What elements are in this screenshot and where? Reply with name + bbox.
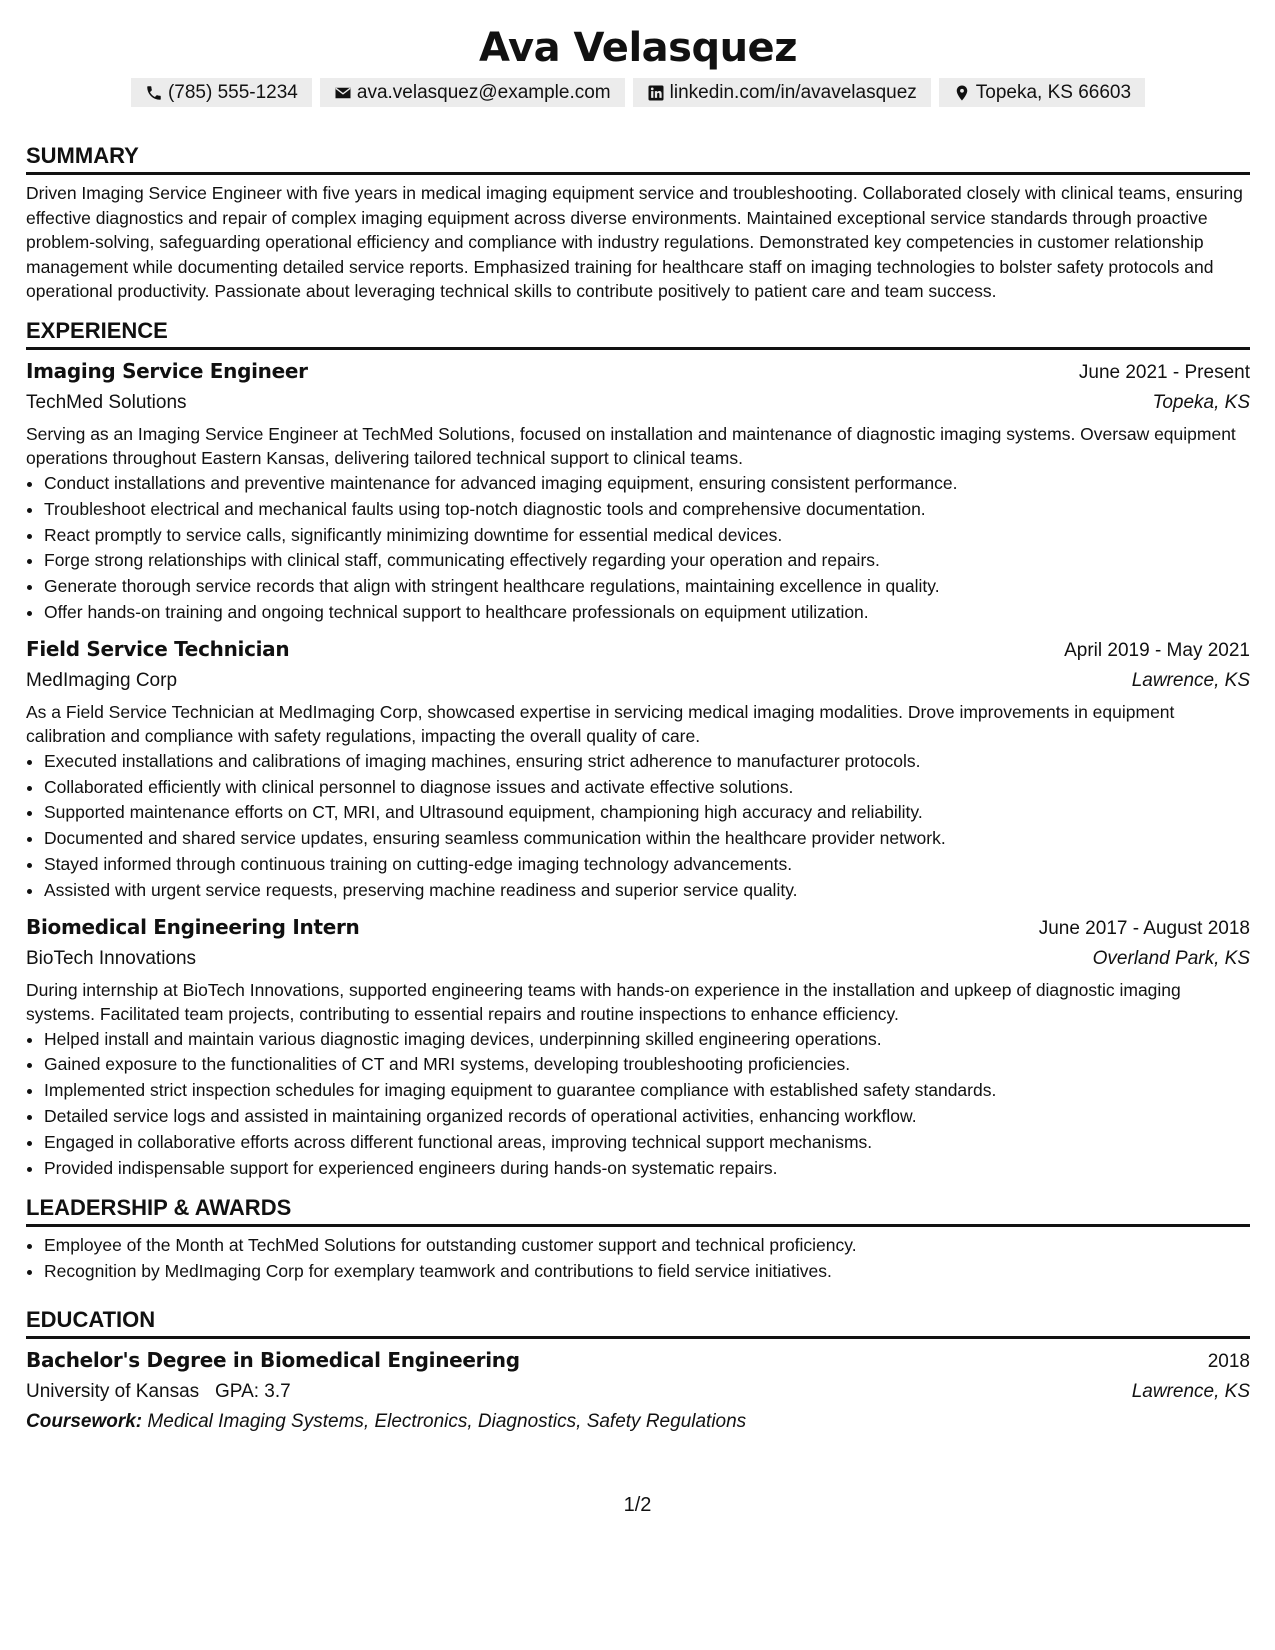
list-item: • Recognition by MedImaging Corp for exemplary teamwork and contributions to field service initiatives. bbox=[44, 1259, 1250, 1285]
gpa: GPA: 3.7 bbox=[215, 1380, 291, 1402]
job-entry bbox=[26, 912, 1250, 1182]
job-location: Overland Park, KS bbox=[1092, 947, 1250, 969]
list-item: • Supported maintenance efforts on CT, MRI, and Ultrasound equipment, championing high accuracy and reliability. bbox=[44, 800, 1250, 826]
leadership-list bbox=[26, 1233, 1250, 1285]
list-item: • Documented and shared service updates, ensuring seamless communication within the healthcare provider network. bbox=[44, 826, 1250, 852]
list-item: • Provided indispensable support for experienced engineers during hands-on systematic repairs. bbox=[44, 1156, 1250, 1182]
school-line bbox=[26, 1377, 291, 1407]
list-item: • Employee of the Month at TechMed Solutions for outstanding customer support and technical proficiency. bbox=[44, 1233, 1250, 1259]
job-location: Topeka, KS bbox=[1152, 391, 1250, 413]
list-item: • Executed installations and calibrations of imaging machines, ensuring strict adherence to manufacturer protocols. bbox=[44, 749, 1250, 775]
school-location: Lawrence, KS bbox=[1131, 1380, 1250, 1402]
list-item: • Gained exposure to the functionalities of CT and MRI systems, developing troubleshooting proficiencies. bbox=[44, 1052, 1250, 1078]
job-dates: June 2017 - August 2018 bbox=[1038, 917, 1250, 939]
coursework-line bbox=[26, 1407, 1250, 1437]
leadership-heading: LEADERSHIP & AWARDS bbox=[26, 1195, 1250, 1227]
list-item: • Forge strong relationships with clinical staff, communicating effectively regarding your operation and repairs. bbox=[44, 548, 1250, 574]
leadership-section bbox=[26, 1195, 1250, 1285]
education-section bbox=[26, 1307, 1250, 1437]
job-title: Field Service Technician bbox=[26, 636, 290, 661]
linkedin-icon bbox=[647, 84, 665, 102]
page-number: 1/2 bbox=[623, 1494, 652, 1516]
job-description: As a Field Service Technician at MedImaging Corp, showcased expertise in servicing medical imaging modalities. Drove improvements in equipment calibration and compliance with safety regulations, impacting the overall quality of care. bbox=[26, 701, 1175, 747]
list-item: • Helped install and maintain various diagnostic imaging devices, underpinning skilled engineering operations. bbox=[44, 1027, 1250, 1053]
phone-contact[interactable] bbox=[131, 78, 312, 107]
map-pin-icon bbox=[953, 84, 971, 102]
summary-heading: SUMMARY bbox=[26, 143, 1250, 175]
email-text: ava.velasquez@example.com bbox=[356, 82, 611, 103]
job-company: MedImaging Corp bbox=[26, 669, 178, 691]
linkedin-contact[interactable] bbox=[633, 78, 931, 107]
list-item: • React promptly to service calls, significantly minimizing downtime for essential medical devices. bbox=[44, 523, 1250, 549]
degree-title: Bachelor's Degree in Biomedical Engineering bbox=[26, 1347, 520, 1372]
job-description: Serving as an Imaging Service Engineer at TechMed Solutions, focused on installation and maintenance of diagnostic imaging systems. Oversaw equipment operations throughout Eastern Kansas, delivering tailored technical support to clinical teams. bbox=[26, 423, 1236, 469]
job-dates: June 2021 - Present bbox=[1078, 361, 1250, 383]
phone-text: (785) 555-1234 bbox=[167, 82, 298, 103]
list-item: • Engaged in collaborative efforts across different functional areas, improving technical support mechanisms. bbox=[44, 1130, 1250, 1156]
linkedin-text: linkedin.com/in/avavelasquez bbox=[669, 82, 917, 103]
list-item: • Generate thorough service records that align with stringent healthcare regulations, maintaining excellence in quality. bbox=[44, 574, 1250, 600]
list-item: • Offer hands-on training and ongoing technical support to healthcare professionals on equipment utilization. bbox=[44, 600, 1250, 626]
list-item: • Conduct installations and preventive maintenance for advanced imaging equipment, ensuring consistent performance. bbox=[44, 471, 1250, 497]
summary-section bbox=[26, 143, 1250, 304]
job-bullets bbox=[26, 471, 1250, 626]
list-item: • Implemented strict inspection schedules for imaging equipment to guarantee compliance with established safety standards. bbox=[44, 1078, 1250, 1104]
email-contact[interactable] bbox=[320, 78, 625, 107]
education-heading: EDUCATION bbox=[26, 1307, 1250, 1339]
coursework-label: Coursework: bbox=[26, 1410, 143, 1432]
list-item: • Troubleshoot electrical and mechanical faults using top-notch diagnostic tools and comprehensive documentation. bbox=[44, 497, 1250, 523]
resume-page bbox=[26, 0, 1250, 1437]
job-entry bbox=[26, 356, 1250, 626]
phone-icon bbox=[145, 84, 163, 102]
job-description: During internship at BioTech Innovations, supported engineering teams with hands-on experience in the installation and upkeep of diagnostic imaging systems. Facilitated team projects, contributing to essential repairs and routine inspections to enhance efficiency. bbox=[26, 979, 1181, 1025]
list-item: • Collaborated efficiently with clinical personnel to diagnose issues and activate effective solutions. bbox=[44, 775, 1250, 801]
job-company: BioTech Innovations bbox=[26, 947, 197, 969]
job-bullets bbox=[26, 749, 1250, 904]
location-contact bbox=[939, 78, 1145, 107]
job-title: Imaging Service Engineer bbox=[26, 358, 308, 383]
contact-bar bbox=[26, 78, 1250, 107]
experience-section bbox=[26, 318, 1250, 1181]
job-entry bbox=[26, 634, 1250, 904]
job-location: Lawrence, KS bbox=[1131, 669, 1250, 691]
job-title: Biomedical Engineering Intern bbox=[26, 914, 360, 939]
experience-heading: EXPERIENCE bbox=[26, 318, 1250, 350]
school-name: University of Kansas bbox=[26, 1380, 200, 1402]
location-text: Topeka, KS 66603 bbox=[975, 82, 1132, 103]
candidate-name: Ava Velasquez bbox=[479, 25, 797, 71]
list-item: • Detailed service logs and assisted in maintaining organized records of operational activities, enhancing workflow. bbox=[44, 1104, 1250, 1130]
job-company: TechMed Solutions bbox=[26, 391, 187, 413]
job-dates: April 2019 - May 2021 bbox=[1064, 639, 1250, 661]
coursework-list: Medical Imaging Systems, Electronics, Diagnostics, Safety Regulations bbox=[147, 1410, 747, 1432]
list-item: • Assisted with urgent service requests, preserving machine readiness and superior service quality. bbox=[44, 878, 1250, 904]
envelope-icon bbox=[334, 84, 352, 102]
list-item: • Stayed informed through continuous training on cutting-edge imaging technology advancements. bbox=[44, 852, 1250, 878]
graduation-year: 2018 bbox=[1207, 1350, 1250, 1372]
job-bullets bbox=[26, 1027, 1250, 1182]
summary-text: Driven Imaging Service Engineer with five years in medical imaging equipment service and troubleshooting. Collaborated closely with clinical teams, ensuring effective diagnostics and repair of complex imaging equipment across diverse environments. Maintained exceptional service standards through proactive problem-solving, safeguarding operational efficiency and compliance with industry regulations. Demonstrated key competencies in customer relationship management while documenting detailed service reports. Emphasized training for healthcare staff on imaging technologies to bolster safety protocols and operational productivity. Passionate about leveraging technical skills to contribute positively to patient care and team success. bbox=[26, 183, 1243, 302]
